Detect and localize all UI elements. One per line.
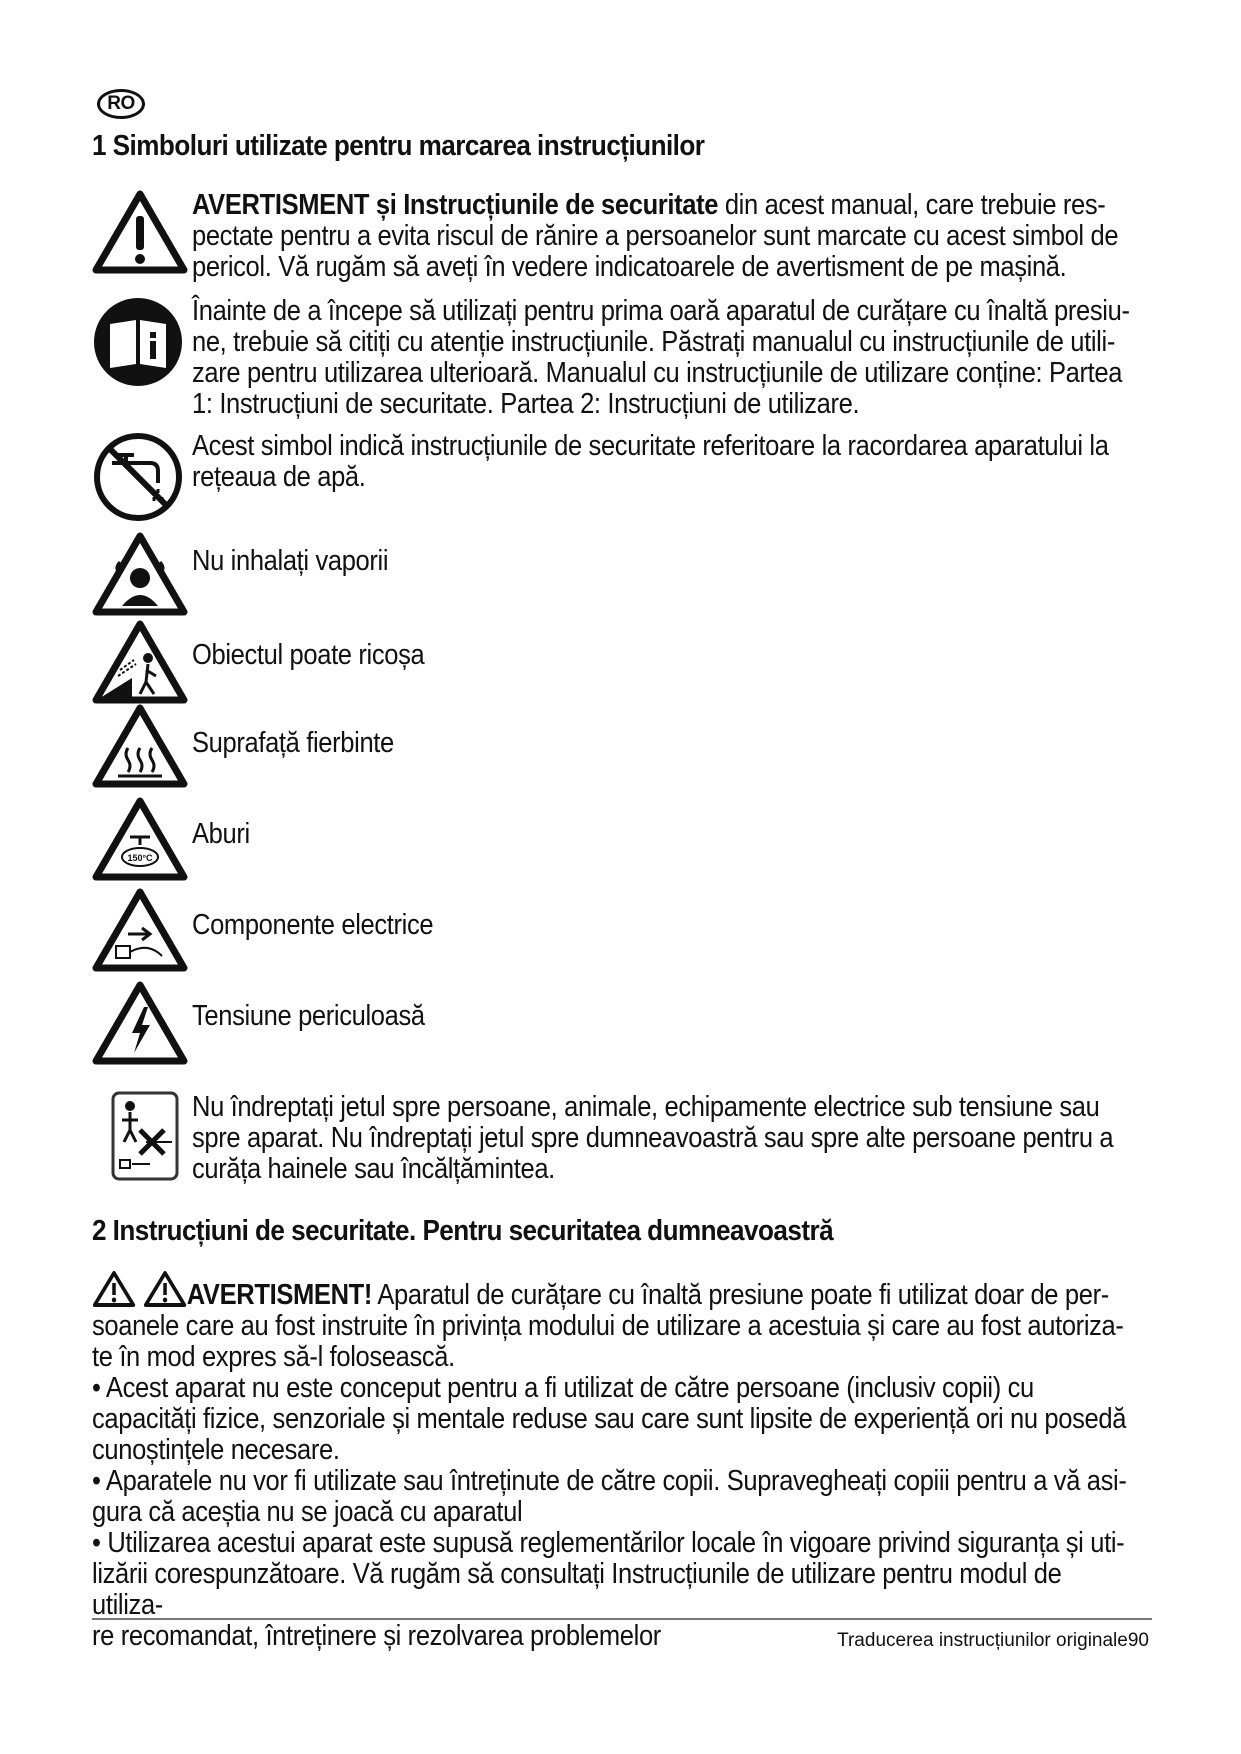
page-number: 90 — [1127, 1630, 1149, 1651]
warning-triangle-icon — [92, 190, 188, 274]
inhalation-warning-icon — [92, 532, 188, 616]
bullet-paragraph: • Acest aparat nu este conceput pentru a fi utilizat de către persoane (inclusiv copii) cu capacități fizice, senzoriale și mentale reduse sau care sunt lipsite de experiență ori nu posedă cunoștințele necesare. — [92, 1372, 1127, 1466]
symbol-text-ricochet: Obiectul poate ricoșa — [192, 639, 425, 671]
high-voltage-icon — [92, 981, 188, 1065]
symbol-text-read-manual: Înainte de a începe să utilizați pentru prima oară aparatul de curățare cu înaltă presiu- ne, trebuie să citiți cu atenție instrucțiunile. Păstrați manualul cu instrucțiunile de utili- zare pentru utilizarea ulterioară. Manualul cu instrucțiunile de utilizare conține: Partea 1: Instrucțiuni de securitate. Partea 2: Instrucțiuni de utilizare. — [192, 295, 1130, 420]
bullet-paragraph: • Aparatele nu vor fi utilizate sau întreținute de către copii. Supravegheați copiii pentru a vă asi- gura că aceștia nu se joacă cu aparatul — [92, 1465, 1127, 1528]
hot-surface-icon — [92, 704, 188, 788]
symbol-text-warning: AVERTISMENT și Instrucțiunile de securitate din acest manual, care trebuie res- pectate pentru a evita riscul de rănire a persoanelor sunt marcate cu acest simbol de pericol. Vă rugăm să aveți în vedere indicatoarele de avertisment de pe mașină. — [192, 189, 1119, 283]
symbol-text-electrical: Componente electrice — [192, 909, 434, 941]
symbol-text-steam: Aburi — [192, 818, 250, 850]
no-spray-people-icon — [110, 1090, 194, 1182]
section-1-title: 1 Simboluri utilizate pentru marcarea instrucțiunilor — [92, 130, 705, 162]
bullet-paragraph: • Utilizarea acestui aparat este supusă reglementărilor locale în vigoare privind siguranța și uti- lizării corespunzătoare. Vă rugăm să consultați Instrucțiunile de utilizare pentru modul de utiliza- re recomandat, întreținere și rezolvarea problemelor — [92, 1527, 1125, 1652]
electrical-components-icon — [92, 888, 188, 972]
symbol-text-hot-surface: Suprafață fierbinte — [192, 727, 394, 759]
symbol-text-voltage: Tensiune periculoasă — [192, 1000, 425, 1032]
steam-icon — [92, 797, 188, 881]
steam-icon-label: 150°C — [127, 853, 153, 863]
symbol-text-water-network: Acest simbol indică instrucțiunile de securitate referitoare la racordarea aparatului la rețeaua de apă. — [192, 430, 1109, 493]
ricochet-warning-icon — [92, 620, 188, 704]
warning-triangle-icon — [92, 1270, 136, 1308]
no-tap-water-icon — [92, 431, 184, 523]
warning-triangle-icon — [143, 1270, 187, 1308]
section-2-title: 2 Instrucțiuni de securitate. Pentru securitatea dumneavoastră — [92, 1215, 834, 1247]
page-footer — [837, 1630, 1149, 1652]
section-2-body — [92, 1270, 1137, 1652]
footer-text: Traducerea instrucțiunilor originale — [837, 1630, 1128, 1651]
footer-divider — [92, 1618, 1152, 1620]
warning-label: AVERTISMENT! — [186, 1279, 373, 1311]
symbol-text-inhalation: Nu inhalați vaporii — [192, 545, 389, 577]
warning-bold-text: AVERTISMENT și Instrucțiunile de securitate — [192, 189, 719, 221]
read-manual-icon — [92, 296, 184, 388]
warning-paragraph: AVERTISMENT! Aparatul de curățare cu înaltă presiune poate fi utilizat doar de per- soanele care au fost instruite în privința modului de utilizare a acestuia și care au fost autoriza- te în mod expres să-l folosească. — [92, 1270, 1137, 1373]
symbol-text-no-spray: Nu îndreptați jetul spre persoane, animale, echipamente electrice sub tensiune sau spre aparat. Nu îndreptați jetul spre dumneavoastră sau spre alte persoane pentru a curăța hainele sau încălțămintea. — [192, 1091, 1114, 1185]
language-badge: RO — [97, 89, 145, 119]
